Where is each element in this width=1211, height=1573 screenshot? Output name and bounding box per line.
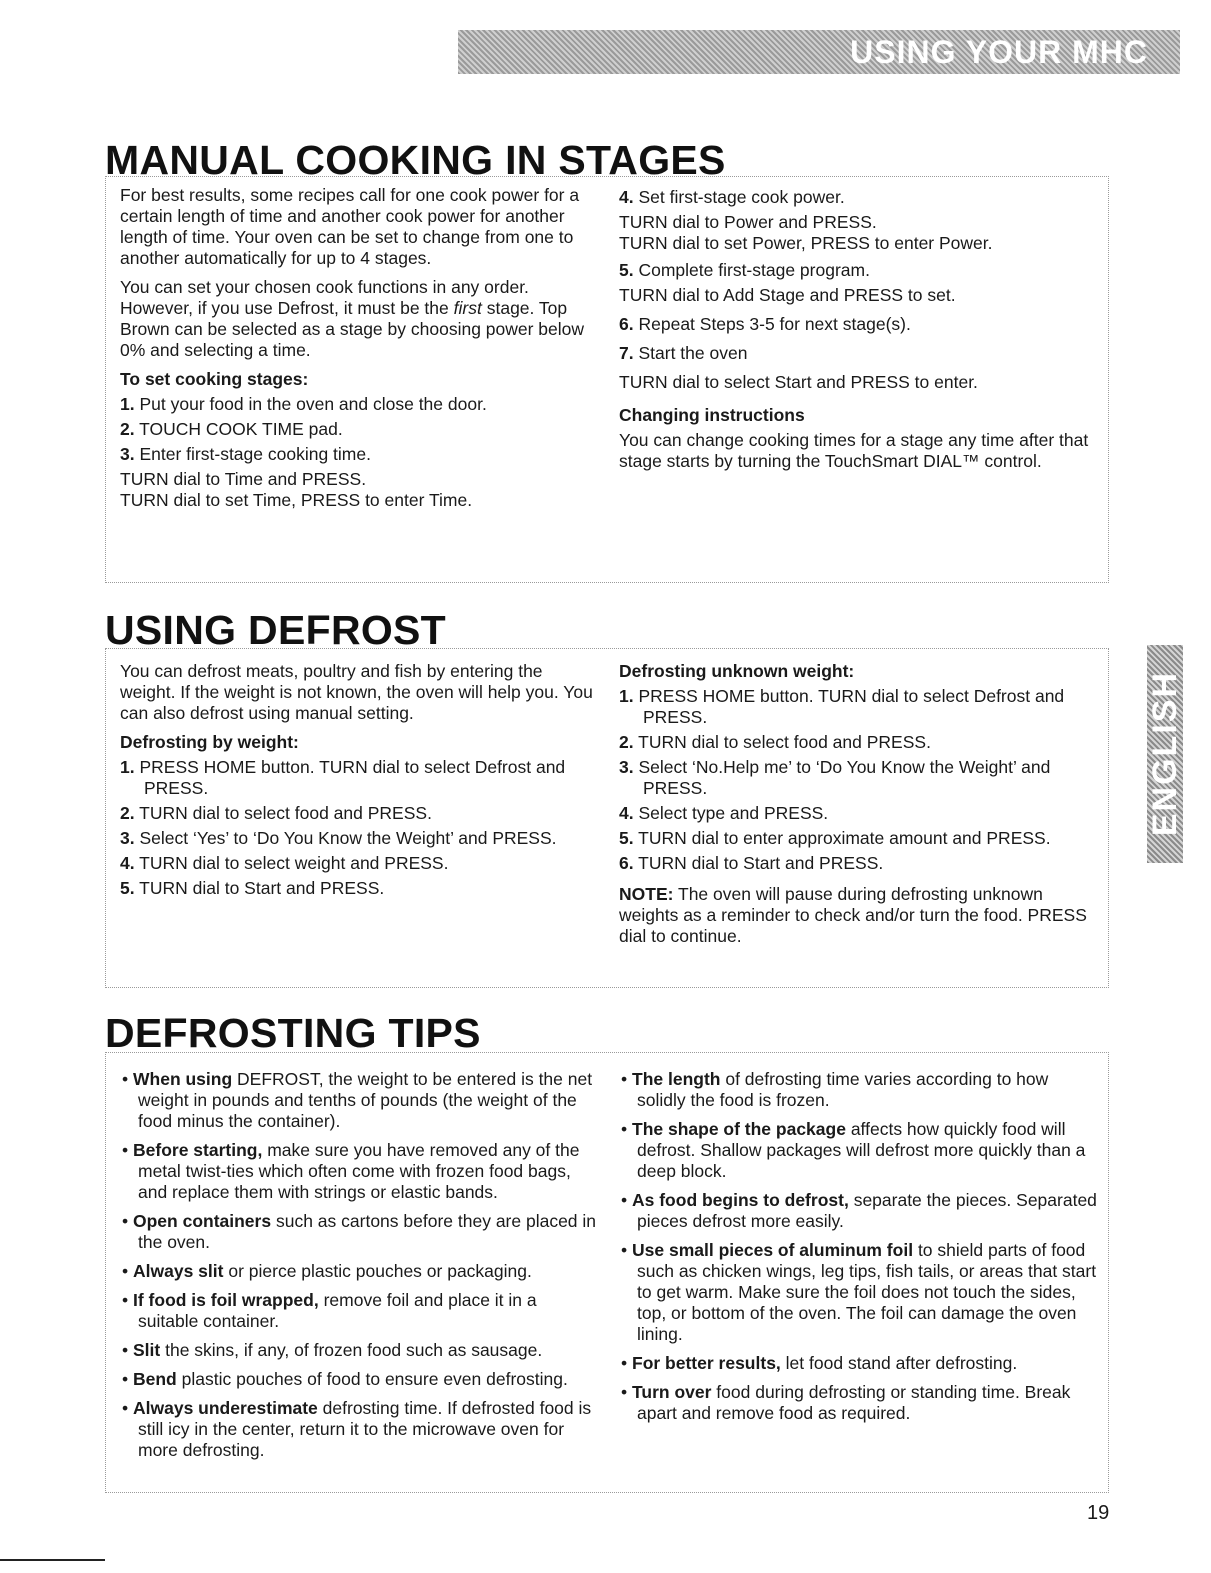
using-defrost-panel	[105, 648, 1109, 988]
unknown-step-2: 2. TURN dial to select food and PRESS.	[619, 732, 931, 752]
tip-lead: Use small pieces of aluminum foil	[632, 1240, 914, 1260]
tip-text: or pierce plastic pouches or packaging.	[228, 1261, 532, 1281]
tip-lead: For better results,	[632, 1353, 781, 1373]
tip-lead: Before starting,	[133, 1140, 263, 1160]
manual-left-column	[120, 185, 598, 511]
tip-item	[619, 1069, 1099, 1111]
manual-intro: For best results, some recipes call for one cook power for a certain length of time and another cook power for another length of time. Your oven can be set to change from one to another automatically for up to 4 stages.	[120, 185, 580, 268]
by-weight-step-4: 4. TURN dial to select weight and PRESS.	[120, 853, 449, 873]
bullet-icon: •	[621, 1240, 632, 1260]
tip-text: food during defrosting or standing time. Break apart and remove food as required.	[637, 1382, 1071, 1423]
tip-text: remove foil and place it in a suitable container.	[138, 1290, 537, 1331]
header-label: USING YOUR MHC	[850, 34, 1148, 70]
manual-right-column	[619, 187, 1099, 480]
tip-lead: Open containers	[133, 1211, 272, 1231]
tip-text: DEFROST, the weight to be entered is the net weight in pounds and tenths of pounds (the weight of the food minus the container).	[138, 1069, 593, 1131]
tips-right-column	[619, 1069, 1099, 1432]
tip-text: to shield parts of food such as chicken wings, leg tips, fish tails, or areas that start to get warm. Make sure the foil does not touch the sides, top, or bottom of the oven. The foil can damage the oven lining.	[637, 1240, 1097, 1344]
bullet-icon: •	[621, 1069, 632, 1089]
bullet-icon: •	[122, 1140, 133, 1160]
tip-item	[120, 1261, 600, 1282]
tip-lead: When using	[133, 1069, 233, 1089]
step-1: 1. Put your food in the oven and close the door.	[120, 394, 487, 414]
tip-text: of defrosting time varies according to how solidly the food is frozen.	[637, 1069, 1049, 1110]
tip-item	[619, 1119, 1099, 1182]
step-5-detail: TURN dial to Add Stage and PRESS to set.	[619, 285, 956, 305]
tip-item	[619, 1353, 1099, 1374]
tip-item	[120, 1069, 600, 1132]
step-7: 7. Start the oven	[619, 343, 748, 363]
unknown-step-4: 4. Select type and PRESS.	[619, 803, 829, 823]
defrosting-tips-panel	[105, 1052, 1109, 1493]
tip-text: let food stand after defrosting.	[785, 1353, 1018, 1373]
unknown-step-6: 6. TURN dial to Start and PRESS.	[619, 853, 884, 873]
bullet-icon: •	[122, 1261, 133, 1281]
bullet-icon: •	[621, 1382, 632, 1402]
tip-lead: As food begins to defrost,	[632, 1190, 849, 1210]
defrost-left-column	[120, 661, 598, 903]
tip-lead: Turn over	[632, 1382, 712, 1402]
tip-item	[120, 1369, 600, 1390]
tip-item	[120, 1211, 600, 1253]
tips-left-column	[120, 1069, 600, 1469]
tip-text: defrosting time. If defrosted food is still icy in the center, return it to the microwave oven for more defrosting.	[138, 1398, 592, 1460]
tip-item	[120, 1290, 600, 1332]
header-banner	[458, 30, 1180, 74]
tip-lead: Always slit	[133, 1261, 224, 1281]
by-weight-heading: Defrosting by weight:	[120, 732, 299, 752]
by-weight-step-5: 5. TURN dial to Start and PRESS.	[120, 878, 385, 898]
step-3-detail-2: TURN dial to set Time, PRESS to enter Time.	[120, 490, 473, 510]
tip-text: affects how quickly food will defrost. Shallow packages will defrost more quickly than a deep block.	[637, 1119, 1086, 1181]
tip-item	[120, 1140, 600, 1203]
tip-text: make sure you have removed any of the metal twist-ties which often come with frozen food bags, and replace them with strings or elastic bands.	[138, 1140, 580, 1202]
tip-item	[120, 1398, 600, 1461]
tip-text: separate the pieces. Separated pieces defrost more easily.	[637, 1190, 1097, 1231]
bullet-icon: •	[122, 1398, 133, 1418]
tip-item	[120, 1340, 600, 1361]
manual-cooking-title: MANUAL COOKING IN STAGES	[105, 137, 726, 183]
step-2: 2. TOUCH COOK TIME pad.	[120, 419, 343, 439]
bullet-icon: •	[122, 1340, 133, 1360]
tip-lead: The shape of the package	[632, 1119, 846, 1139]
bullet-icon: •	[122, 1211, 133, 1231]
manual-cooking-panel	[105, 176, 1109, 583]
unknown-step-1: 1. PRESS HOME button. TURN dial to select Defrost and PRESS.	[619, 686, 1065, 727]
defrost-right-column	[619, 661, 1099, 955]
bullet-icon: •	[621, 1190, 632, 1210]
tip-text: the skins, if any, of frozen food such as sausage.	[165, 1340, 543, 1360]
defrosting-tips-title: DEFROSTING TIPS	[105, 1010, 481, 1056]
tip-lead: If food is foil wrapped,	[133, 1290, 319, 1310]
tip-item	[619, 1240, 1099, 1345]
step-4-detail-1: TURN dial to Power and PRESS.	[619, 212, 877, 232]
language-tab-label: ENGLISH	[1145, 671, 1184, 837]
by-weight-step-3: 3. Select ‘Yes’ to ‘Do You Know the Weight’ and PRESS.	[120, 828, 557, 848]
step-3-detail-1: TURN dial to Time and PRESS.	[120, 469, 367, 489]
language-side-tab	[1147, 645, 1183, 863]
bullet-icon: •	[621, 1119, 632, 1139]
unknown-step-5: 5. TURN dial to enter approximate amount and PRESS.	[619, 828, 1051, 848]
by-weight-step-1: 1. PRESS HOME button. TURN dial to select Defrost and PRESS.	[120, 757, 566, 798]
tip-item	[619, 1382, 1099, 1424]
bullet-icon: •	[122, 1069, 133, 1089]
unknown-step-3: 3. Select ‘No.Help me’ to ‘Do You Know the Weight’ and PRESS.	[619, 757, 1051, 798]
tip-lead: The length	[632, 1069, 721, 1089]
step-6: 6. Repeat Steps 3-5 for next stage(s).	[619, 314, 911, 334]
step-7-detail: TURN dial to select Start and PRESS to enter.	[619, 372, 978, 392]
step-4-detail-2: TURN dial to set Power, PRESS to enter Power.	[619, 233, 993, 253]
bullet-icon: •	[122, 1290, 133, 1310]
bullet-icon: •	[122, 1369, 133, 1389]
using-defrost-title: USING DEFROST	[105, 607, 447, 653]
tip-lead: Bend	[133, 1369, 177, 1389]
tip-item	[619, 1190, 1099, 1232]
tip-lead: Slit	[133, 1340, 161, 1360]
changing-heading: Changing instructions	[619, 405, 805, 425]
tip-lead: Always underestimate	[133, 1398, 318, 1418]
tip-text: such as cartons before they are placed in the oven.	[138, 1211, 597, 1252]
footer-rule	[0, 1559, 105, 1561]
changing-text: You can change cooking times for a stage any time after that stage starts by turning the TouchSmart DIAL™ control.	[619, 430, 1089, 471]
tip-text: plastic pouches of food to ensure even defrosting.	[181, 1369, 568, 1389]
step-3: 3. Enter first-stage cooking time.	[120, 444, 371, 464]
defrost-intro: You can defrost meats, poultry and fish by entering the weight. If the weight is not known, the oven will help you. You can also defrost using manual setting.	[120, 661, 593, 723]
manual-order-note: You can set your chosen cook functions in any order. However, if you use Defrost, it must be the first stage. Top Brown can be selected as a stage by choosing power below 0% and selecting a time.	[120, 277, 585, 360]
step-5: 5. Complete first-stage program.	[619, 260, 870, 280]
bullet-icon: •	[621, 1353, 632, 1373]
defrost-note: NOTE: The oven will pause during defrosting unknown weights as a reminder to check and/or turn the food. PRESS dial to continue.	[619, 884, 1087, 946]
page-number: 19	[1087, 1502, 1110, 1524]
by-weight-step-2: 2. TURN dial to select food and PRESS.	[120, 803, 432, 823]
steps-heading: To set cooking stages:	[120, 369, 309, 389]
step-4: 4. Set first-stage cook power.	[619, 187, 845, 207]
unknown-weight-heading: Defrosting unknown weight:	[619, 661, 855, 681]
